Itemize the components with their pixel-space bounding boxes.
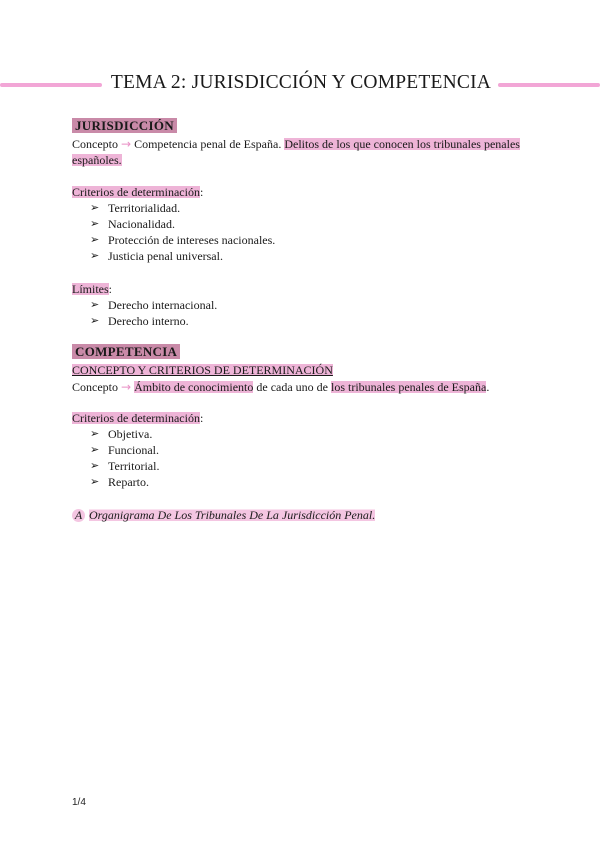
title-rule-right (498, 83, 600, 87)
arrow-icon: → (121, 137, 132, 151)
list-item: ➢ Protección de intereses nacionales. (90, 233, 276, 247)
bullet-arrow-icon: ➢ (90, 217, 100, 230)
criteria-label: Criterios de determinación (72, 185, 200, 199)
concept-highlight-2: los tribunales penales de España (331, 380, 487, 394)
competencia-heading-block (72, 344, 180, 360)
bullet-arrow-icon: ➢ (90, 233, 100, 246)
annex-marker: A (72, 509, 85, 522)
list-item: ➢ Territorial. (90, 459, 160, 473)
competencia-criteria: Criterios de determinación: ➢ Objetiva. ➢ Funcional. ➢ Territorial. ➢ Reparto. (72, 411, 204, 489)
limits-label: Límites (72, 282, 109, 296)
competencia-subheading-block (72, 362, 333, 378)
list-item: ➢ Derecho interno. (90, 314, 189, 328)
criteria-list (72, 426, 203, 490)
list-item: ➢ Objetiva. (90, 427, 153, 441)
competencia-concept: Concepto → Ámbito de conocimiento de cada uno de los tribunales penales de España. (72, 380, 490, 394)
list-item: ➢ Territorialidad. (90, 201, 181, 215)
list-item: ➢ Justicia penal universal. (90, 249, 223, 263)
competencia-heading: COMPETENCIA (72, 344, 180, 359)
page-title: TEMA 2: JURISDICCIÓN Y COMPETENCIA (110, 72, 492, 93)
bullet-arrow-icon: ➢ (90, 475, 100, 488)
bullet-arrow-icon: ➢ (90, 201, 100, 214)
limits-list (72, 297, 217, 329)
annex-text: Organigrama De Los Tribunales De La Jurisdicción Penal. (89, 508, 376, 522)
criteria-list (72, 200, 275, 264)
bullet-arrow-icon: ➢ (90, 443, 100, 456)
list-item: ➢ Funcional. (90, 443, 159, 457)
competencia-subheading: CONCEPTO Y CRITERIOS DE DETERMINACIÓN (72, 363, 333, 377)
list-item: ➢ Reparto. (90, 475, 149, 489)
jurisdiccion-concept (72, 136, 532, 168)
bullet-arrow-icon: ➢ (90, 459, 100, 472)
concept-text: Competencia penal de España. (134, 137, 282, 151)
jurisdiccion-heading-block (72, 118, 177, 134)
arrow-icon: → (121, 380, 132, 394)
bullet-arrow-icon: ➢ (90, 314, 100, 327)
concept-label: Concepto (72, 137, 118, 151)
concept-label: Concepto (72, 380, 118, 394)
jurisdiccion-criteria: Criterios de determinación: ➢ Territorialidad. ➢ Nacionalidad. ➢ Protección de intereses nacionales. ➢ Justicia penal universal. (72, 185, 276, 263)
bullet-arrow-icon: ➢ (90, 249, 100, 262)
bullet-arrow-icon: ➢ (90, 427, 100, 440)
page-number: 1/4 (72, 797, 86, 808)
list-item: ➢ Derecho internacional. (90, 298, 218, 312)
jurisdiccion-heading: JURISDICCIÓN (72, 118, 177, 133)
annex-line (72, 507, 375, 523)
title-rule-left (0, 83, 102, 87)
concept-highlight-1: Ámbito de conocimiento (134, 380, 254, 394)
concept-text: de cada uno de (256, 380, 329, 394)
concept-highlight: Delitos de los que conocen los tribunales penales españoles. (72, 137, 520, 167)
bullet-arrow-icon: ➢ (90, 298, 100, 311)
list-item: ➢ Nacionalidad. (90, 217, 175, 231)
criteria-label: Criterios de determinación (72, 411, 200, 425)
jurisdiccion-limits: Límites: ➢ Derecho internacional. ➢ Derecho interno. (72, 282, 218, 328)
title-row (0, 72, 600, 102)
